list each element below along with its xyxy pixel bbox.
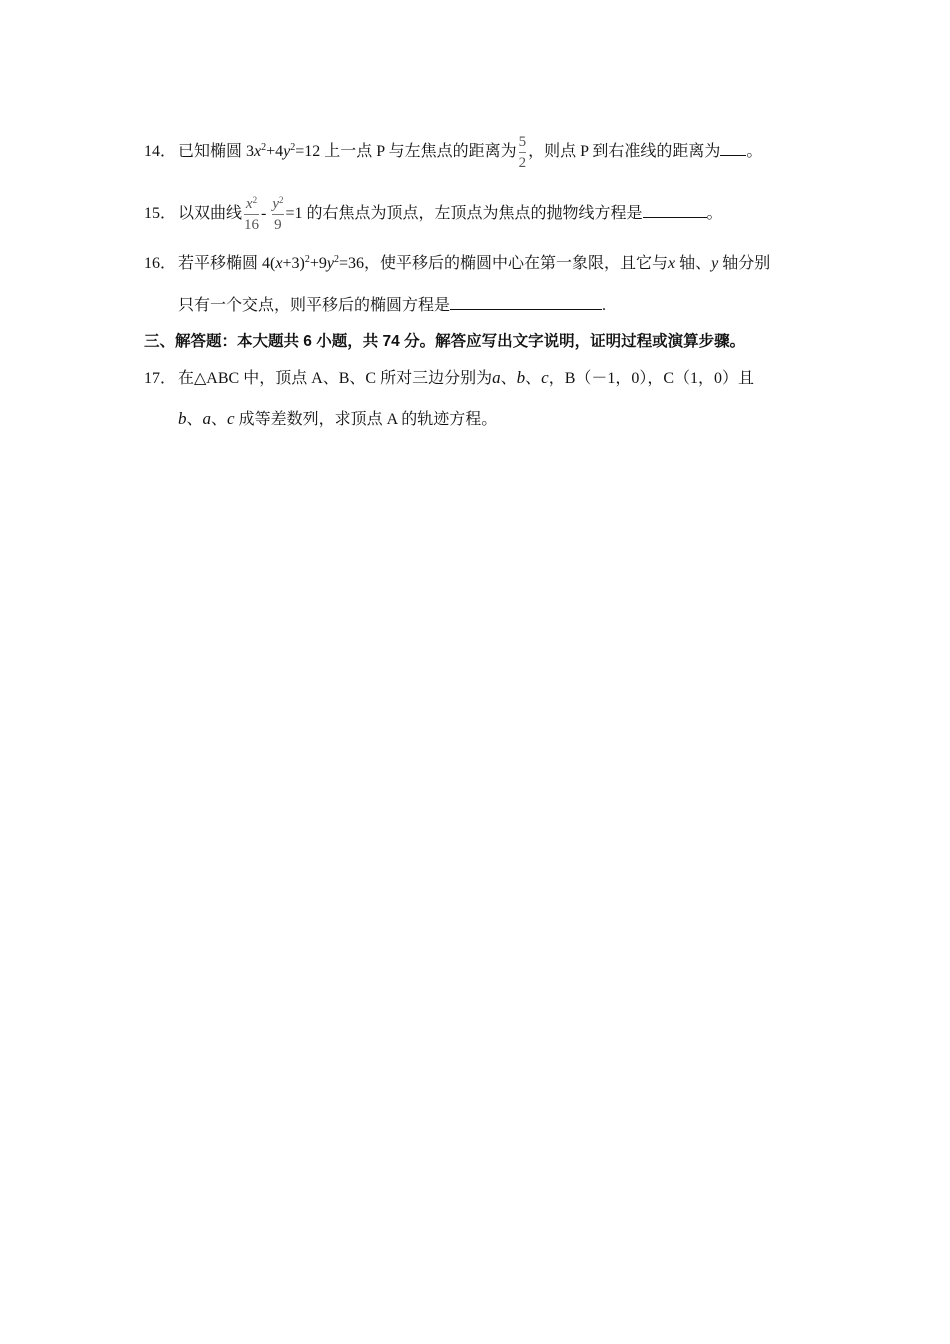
answer-blank	[720, 141, 746, 156]
question-15: 15． 以双曲线 $\frac{x^2}{16}$ - $\frac{y^2}{9}$ =1 的右焦点为顶点，左顶点为焦点的抛物线方程是 。	[144, 192, 723, 236]
fraction: $\frac{x^2}{16}$	[244, 194, 260, 233]
question-number: 14．	[144, 143, 177, 160]
section-heading: 三、解答题：本大题共 6 小题，共 74 分。解答应写出文字说明，证明过程或演算步骤。	[144, 333, 746, 350]
question-16: 16． 若平移椭圆 $4(x+3)^2+9y^2=36$，使平移后的椭圆中心在第一象限，且它与x 轴、y 轴分别	[144, 254, 771, 272]
fraction: $\frac{5}{2}$	[518, 133, 527, 171]
question-number: 17．	[144, 370, 177, 387]
question-17: 17． 在△ABC 中，顶点 A、B、C 所对三边分别为a、b、c，B（－1，0），C（1，0）且	[144, 368, 755, 387]
answer-blank	[450, 295, 602, 310]
answer-blank	[643, 203, 707, 218]
fraction: $\frac{y^2}{9}$	[272, 194, 284, 233]
question-17-line-2: b、a、c 成等差数列，求顶点 A 的轨迹方程。	[178, 409, 498, 428]
question-16-line-2: 只有一个交点，则平移后的椭圆方程是 .	[178, 297, 607, 314]
question-number: 15．	[144, 205, 177, 222]
question-number: 16．	[144, 255, 177, 272]
question-14: 14． 已知椭圆 $3x^2+4y^2=12$ 上一点 P 与左焦点的距离为 $\frac{5}{2}$ ，则点 P 到右准线的距离为 。	[144, 133, 763, 171]
